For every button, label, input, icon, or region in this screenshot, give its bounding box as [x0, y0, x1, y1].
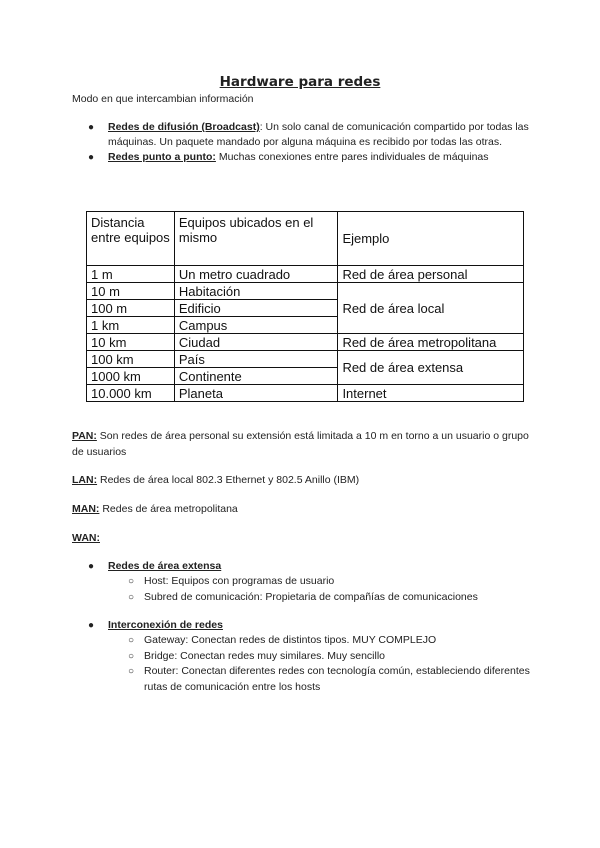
subtitle: Modo en que intercambian información — [72, 93, 254, 105]
circle-bullet-icon: ○ — [128, 650, 135, 662]
definition-text: Muchas conexiones entre pares individuales de máquinas — [215, 151, 489, 163]
term-broadcast: Redes de difusión (Broadcast) — [108, 121, 260, 133]
bullet-icon: ● — [88, 152, 95, 163]
list-item — [72, 618, 532, 695]
section-heading: Interconexión de redes — [108, 619, 223, 631]
table-header-row — [87, 212, 524, 266]
list-item-text: Router: Conectan diferentes redes con tecnología común, estableciendo diferentes rutas de comunicación entre los hosts — [144, 665, 530, 693]
list-item — [72, 150, 532, 165]
circle-bullet-icon: ○ — [128, 666, 135, 677]
table-cell: 10.000 km — [87, 385, 175, 402]
table-cell: Continente — [174, 368, 338, 385]
table-cell: Planeta — [174, 385, 338, 402]
list-item-text: Host: Equipos con programas de usuario — [144, 575, 335, 587]
table-cell: 100 km — [87, 351, 175, 368]
bullet-icon: ● — [88, 620, 95, 631]
wan-section-extensa — [72, 559, 532, 605]
table-cell: Internet — [338, 385, 524, 402]
distance-table — [86, 211, 524, 402]
table-cell: Red de área metropolitana — [338, 334, 524, 351]
circle-bullet-icon: ○ — [128, 591, 135, 603]
table-cell: Red de área extensa — [338, 351, 524, 385]
table-cell: 10 m — [87, 283, 175, 300]
table-cell: 1000 km — [87, 368, 175, 385]
list-item — [108, 590, 532, 606]
table-row — [87, 351, 524, 368]
list-item-text: Subred de comunicación: Propietaria de compañías de comunicaciones — [144, 590, 478, 603]
lan-definition — [72, 472, 530, 488]
table-cell: 1 km — [87, 317, 175, 334]
header-location: Equipos ubicados en el mismo — [174, 212, 338, 266]
table-row — [87, 283, 524, 300]
table-cell: Campus — [174, 317, 338, 334]
list-item — [108, 574, 532, 590]
term-separator: : — [259, 121, 263, 133]
bullet-icon: ● — [88, 561, 95, 572]
term-lan: LAN: — [72, 474, 98, 486]
bullet-icon: ● — [88, 122, 95, 133]
wan-heading — [72, 530, 530, 546]
list-item-text: Gateway: Conectan redes de distintos tipos. MUY COMPLEJO — [144, 634, 437, 646]
definition-text: Redes de área local 802.3 Ethernet y 802.5 Anillo (IBM) — [97, 474, 360, 486]
list-item — [108, 649, 532, 665]
list-item-text: Bridge: Conectan redes muy similares. Muy sencillo — [144, 649, 386, 662]
table-cell: Ciudad — [174, 334, 338, 351]
table-cell: Red de área personal — [338, 266, 524, 283]
table-cell: Un metro cuadrado — [174, 266, 338, 283]
circle-bullet-icon: ○ — [128, 635, 135, 646]
term-point-to-point: Redes punto a punto: — [108, 151, 216, 163]
definition-text: Son redes de área personal su extensión está limitada a 10 m en torno a un usuario o grupo de usuarios — [72, 430, 529, 458]
circle-bullet-icon: ○ — [128, 576, 135, 587]
list-item — [108, 633, 532, 649]
table-cell: 10 km — [87, 334, 175, 351]
network-types-list — [72, 120, 532, 165]
table-cell: Red de área local — [338, 283, 524, 334]
page-title: Hardware para redes — [219, 74, 381, 90]
sub-list — [108, 574, 532, 605]
table-row — [87, 385, 524, 402]
header-distance: Distancia entre equipos — [87, 212, 175, 266]
list-item — [72, 120, 532, 150]
wan-section-interconexion — [72, 618, 532, 695]
definition-text: Redes de área metropolitana — [99, 503, 238, 515]
man-definition — [72, 501, 530, 517]
table-cell: 1 m — [87, 266, 175, 283]
table-cell: 100 m — [87, 300, 175, 317]
pan-definition — [72, 428, 530, 460]
section-heading: Redes de área extensa — [108, 560, 222, 572]
table-row — [87, 334, 524, 351]
term-man: MAN: — [72, 503, 100, 515]
table-cell: Edificio — [174, 300, 338, 317]
sub-list — [108, 633, 532, 695]
term-pan: PAN: — [72, 430, 97, 442]
list-item — [72, 559, 532, 605]
header-example: Ejemplo — [338, 212, 524, 266]
term-wan: WAN: — [72, 532, 100, 544]
list-item — [108, 664, 532, 695]
table-cell: Habitación — [174, 283, 338, 300]
table-row — [87, 266, 524, 283]
table-cell: País — [174, 351, 338, 368]
definition-text: Un solo canal de comunicación compartido por todas las máquinas. Un paquete mandado por alguna máquina es recibido por todas las otras. — [108, 121, 529, 148]
